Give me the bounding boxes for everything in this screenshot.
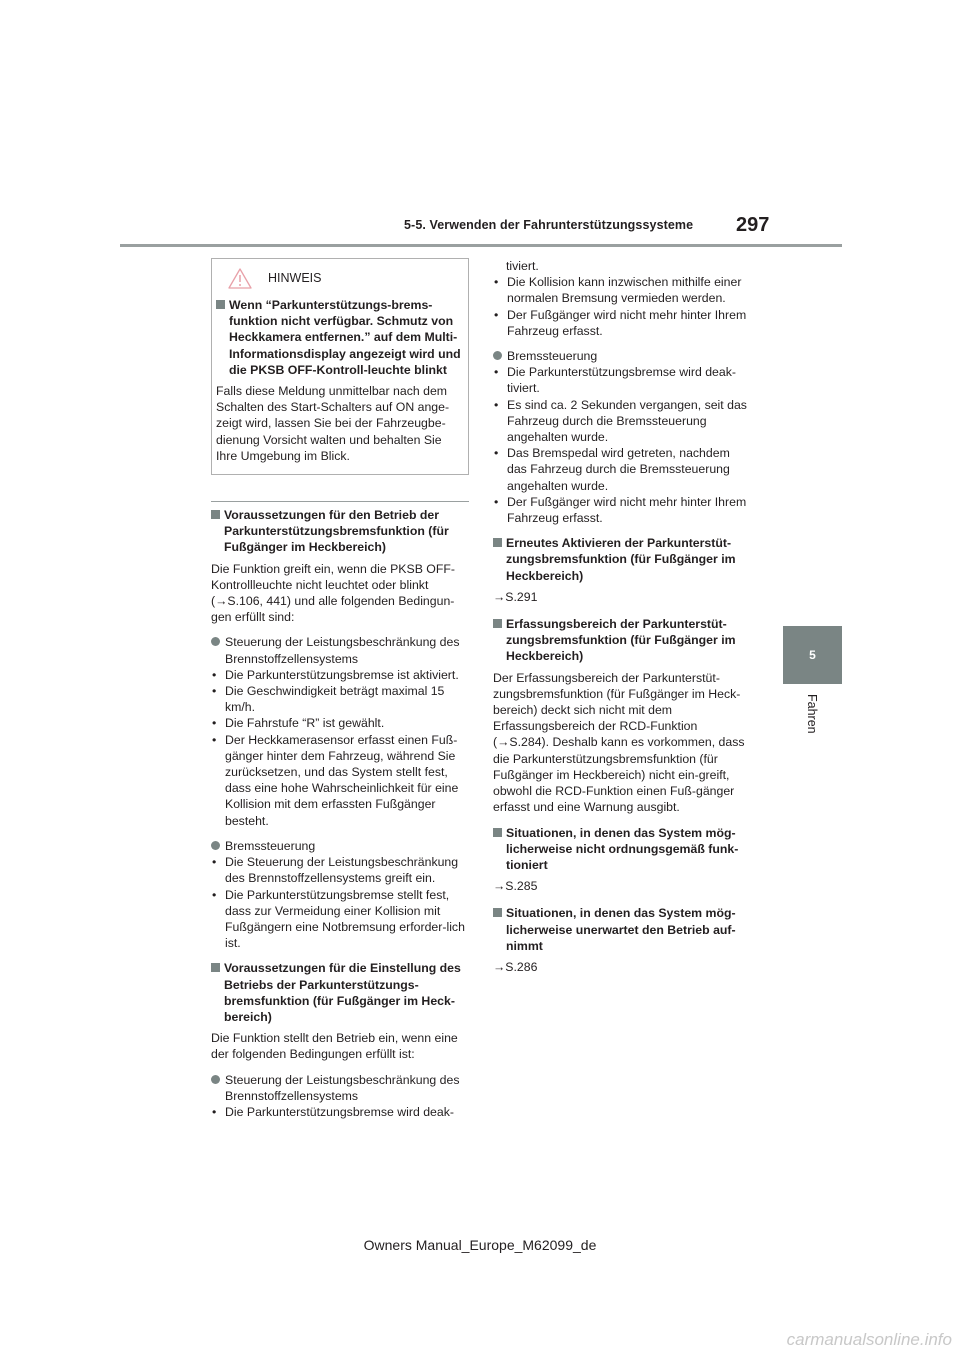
- header-rule: [120, 244, 842, 247]
- section-heading: Situationen, in denen das System mög-licherweise unerwartet den Betrieb auf-nimmt: [493, 905, 751, 954]
- square-bullet-icon: [211, 963, 220, 972]
- notice-header: [216, 265, 464, 291]
- notice-title: HINWEIS: [268, 270, 322, 285]
- round-bullet-icon: [211, 637, 220, 646]
- page-reference-link[interactable]: →S.286: [493, 959, 538, 974]
- section-intro: Die Funktion greift ein, wenn die PKSB OFF-Kontrollleuchte nicht leuchtet oder blinkt (→S.106, 441) und alle folgenden Bedingun-gen erfüllt sind:: [211, 561, 455, 625]
- condition-group: [211, 1072, 469, 1121]
- round-bullet: Bremssteuerung: [211, 838, 469, 854]
- list-item: • Der Heckkamerasensor erfasst einen Fuß-gänger hinter dem Fahrzeug, während Sie zurücksetzen, und das System stellt fest, dass eine hohe Wahrscheinlichkeit für eine Kollision mit dem erfassten Fußgänger besteht.: [212, 732, 459, 828]
- list-item: • Der Fußgänger wird nicht mehr hinter Ihrem Fahrzeug erfasst.: [494, 307, 747, 338]
- section-heading: Erfassungsbereich der Parkunterstüt-zungsbremsfunktion (für Fußgänger im Heckbereich): [493, 616, 751, 665]
- warning-triangle-icon: [228, 268, 252, 289]
- round-bullet-icon: [211, 1075, 220, 1084]
- square-bullet-icon: [216, 300, 225, 309]
- condition-group: [211, 634, 469, 828]
- section-heading: Erneutes Aktivieren der Parkunterstüt-zungsbremsfunktion (für Fußgänger im Heckbereich): [493, 535, 751, 584]
- chapter-tab[interactable]: [783, 626, 842, 684]
- page-reference-link[interactable]: →S.285: [493, 879, 538, 894]
- square-bullet-icon: [493, 828, 502, 837]
- list-item: • Die Parkunterstützungsbremse wird deak-: [212, 1104, 454, 1119]
- round-bullet: Bremssteuerung: [493, 348, 751, 364]
- section-divider: [211, 501, 469, 502]
- list-item-continuation: tiviert.: [506, 259, 539, 273]
- round-bullet: Steuerung der Leistungsbeschränkung des Brennstoffzellensystems: [211, 1072, 469, 1104]
- page-reference-link[interactable]: →S.291: [493, 589, 538, 604]
- round-bullet-icon: [211, 841, 220, 850]
- round-bullet: Steuerung der Leistungsbeschränkung des Brennstoffzellensystems: [211, 634, 469, 666]
- list-item: • Die Steuerung der Leistungsbeschränkung des Brennstoffzellensystems greift ein.: [212, 855, 459, 886]
- section-intro: Die Funktion stellt den Betrieb ein, wenn eine der folgenden Bedingungen erfüllt ist:: [211, 1031, 458, 1062]
- list-item: • Der Fußgänger wird nicht mehr hinter Ihrem Fahrzeug erfasst.: [494, 494, 747, 526]
- list-item: • Die Parkunterstützungsbremse wird deak-tiviert.: [494, 365, 736, 396]
- footer-text: Owners Manual_Europe_M62099_de: [363, 1237, 597, 1253]
- section-heading: Voraussetzungen für den Betrieb der Parkunterstützungsbremsfunktion (für Fußgänger im Heckbereich): [211, 507, 469, 556]
- section-body: Der Erfassungsbereich der Parkunterstüt-zungsbremsfunktion (für Fußgänger im Heck-bereich) deckt sich nicht mit dem Erfassungsbereich der RCD-Funktion (→S.284). Deshalb kann es vorkommen, dass die Parkunterstützungsbremsfunktion (für Fußgänger im Heckbereich) nicht ein-greift, obwohl die RCD-Funktion einen Fuß-gänger erfasst und eine Warnung ausgibt.: [493, 670, 745, 815]
- condition-group: [211, 838, 469, 951]
- square-bullet-icon: [211, 510, 220, 519]
- chapter-tab-number: 5: [809, 648, 816, 662]
- square-bullet-icon: [493, 538, 502, 547]
- left-column: [211, 258, 469, 1129]
- page-number: 297: [736, 214, 770, 236]
- watermark: carmanualsonline.info: [786, 1330, 952, 1349]
- square-bullet-icon: [493, 908, 502, 917]
- chapter-tab-label: Fahren: [805, 694, 819, 734]
- list-item: • Es sind ca. 2 Sekunden vergangen, seit das Fahrzeug durch die Bremssteuerung angehalten wurde.: [494, 397, 747, 445]
- right-column: [493, 258, 751, 986]
- notice-body: Falls diese Meldung unmittelbar nach dem Schalten des Start-Schalters auf ON ange-zeigt wird, lassen Sie bei der Fahrzeugbe-dienung Vorsicht walten und behalten Sie Ihre Umgebung im Blick.: [216, 384, 450, 463]
- list-item: • Die Fahrstufe “R” ist gewählt.: [212, 716, 385, 731]
- square-bullet-icon: [493, 619, 502, 628]
- section-heading: Situationen, in denen das System mög-licherweise nicht ordnungsgemäß funk-tioniert: [493, 825, 751, 874]
- notice-heading: Wenn “Parkunterstützungs-brems-funktion nicht verfügbar. Schmutz von Heckkamera entfernen.” auf dem Multi-Informationsdisplay angezeigt wird und die PKSB OFF-Kontroll-leuchte blinkt: [216, 297, 464, 378]
- condition-group: [493, 348, 751, 526]
- list-item: • Die Kollision kann inzwischen mithilfe einer normalen Bremsung vermieden werden.: [494, 275, 742, 306]
- list-item: • Die Geschwindigkeit beträgt maximal 15 km/h.: [212, 684, 445, 715]
- round-bullet-icon: [493, 351, 502, 360]
- list-item: • Die Parkunterstützungsbremse stellt fest, dass zur Vermeidung einer Kollision mit Fußgängern eine Notbremsung erforder-lich ist.: [212, 887, 465, 951]
- list-item: • Das Bremspedal wird getreten, nachdem das Fahrzeug durch die Bremssteuerung angehalten wurde.: [494, 446, 730, 493]
- notice-box: [211, 258, 469, 475]
- condition-group: [493, 258, 751, 339]
- list-item: • Die Parkunterstützungsbremse ist aktiviert.: [212, 667, 459, 682]
- header-title: 5-5. Verwenden der Fahrunterstützungssysteme: [404, 218, 694, 232]
- section-heading: Voraussetzungen für die Einstellung des Betriebs der Parkunterstützungs-bremsfunktion (für Fußgänger im Heck-bereich): [211, 960, 469, 1025]
